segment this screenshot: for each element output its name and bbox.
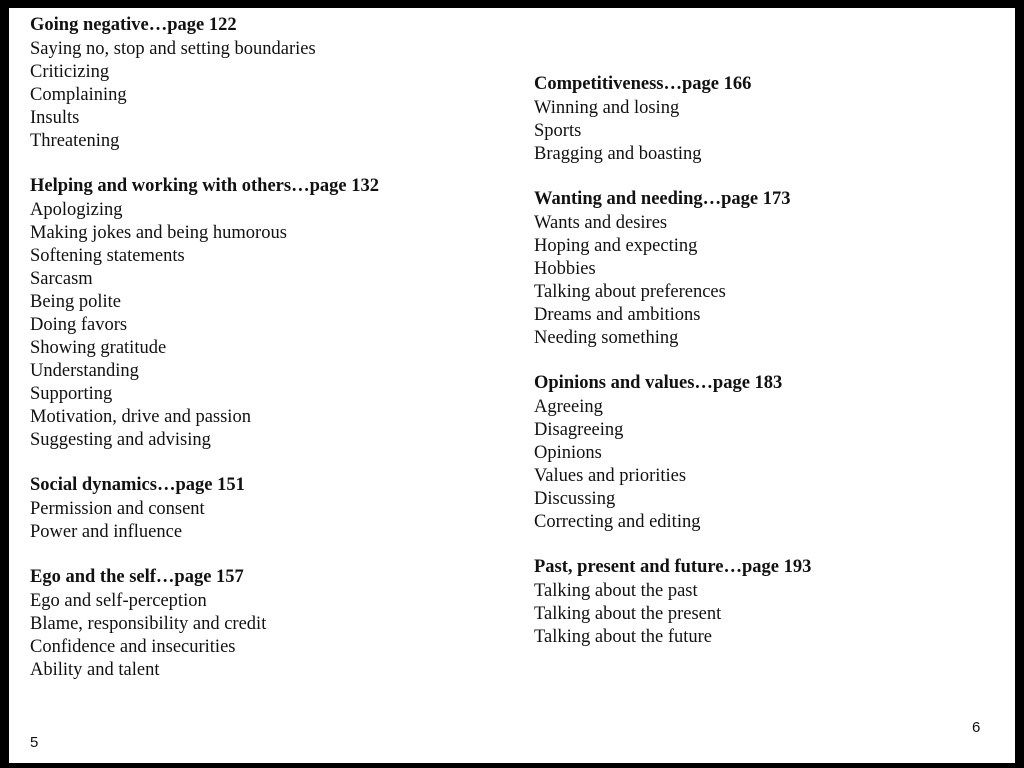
toc-item: Complaining (30, 85, 127, 105)
toc-item: Bragging and boasting (534, 144, 702, 164)
toc-section (534, 188, 1004, 350)
toc-item: Understanding (30, 361, 139, 381)
toc-item: Sports (534, 121, 582, 141)
toc-item: Insults (30, 108, 80, 128)
toc-item: Sarcasm (30, 269, 93, 289)
section-heading: Past, present and future…page 193 (534, 557, 812, 577)
section-heading: Helping and working with others…page 132 (30, 176, 379, 196)
toc-item: Discussing (534, 489, 616, 509)
toc-item: Making jokes and being humorous (30, 223, 287, 243)
toc-item: Confidence and insecurities (30, 637, 236, 657)
toc-item: Saying no, stop and setting boundaries (30, 39, 316, 59)
section-heading: Going negative…page 122 (30, 15, 237, 35)
toc-item: Ability and talent (30, 660, 160, 680)
section-heading: Wanting and needing…page 173 (534, 189, 791, 209)
toc-item: Disagreeing (534, 420, 624, 440)
toc-item: Talking about the future (534, 627, 712, 647)
left-column (30, 14, 500, 704)
toc-item: Blame, responsibility and credit (30, 614, 267, 634)
toc-item: Motivation, drive and passion (30, 407, 251, 427)
section-heading: Competitiveness…page 166 (534, 74, 752, 94)
section-heading: Opinions and values…page 183 (534, 373, 783, 393)
toc-section (534, 73, 1004, 166)
toc-item: Ego and self-perception (30, 591, 207, 611)
page-number-left: 5 (30, 734, 39, 751)
toc-item: Permission and consent (30, 499, 205, 519)
toc-item: Suggesting and advising (30, 430, 211, 450)
toc-item: Talking about preferences (534, 282, 726, 302)
toc-item: Being polite (30, 292, 121, 312)
toc-item: Winning and losing (534, 98, 680, 118)
toc-item: Wants and desires (534, 213, 668, 233)
toc-section (30, 474, 500, 544)
toc-item: Showing gratitude (30, 338, 167, 358)
page-number-right: 6 (972, 719, 981, 736)
toc-item: Hoping and expecting (534, 236, 698, 256)
book-spread (9, 8, 1015, 763)
right-column (534, 73, 1004, 671)
section-heading: Ego and the self…page 157 (30, 567, 244, 587)
toc-item: Correcting and editing (534, 512, 701, 532)
toc-item: Dreams and ambitions (534, 305, 701, 325)
toc-section (30, 14, 500, 153)
toc-section (30, 175, 500, 452)
toc-item: Hobbies (534, 259, 596, 279)
toc-item: Opinions (534, 443, 602, 463)
toc-item: Apologizing (30, 200, 123, 220)
toc-item: Talking about the present (534, 604, 722, 624)
toc-section (534, 556, 1004, 649)
toc-section (30, 566, 500, 682)
toc-item: Agreeing (534, 397, 603, 417)
toc-item: Doing favors (30, 315, 128, 335)
toc-section (534, 372, 1004, 534)
toc-item: Threatening (30, 131, 120, 151)
toc-item: Values and priorities (534, 466, 687, 486)
toc-item: Supporting (30, 384, 113, 404)
toc-item: Criticizing (30, 62, 110, 82)
toc-item: Softening statements (30, 246, 185, 266)
toc-item: Needing something (534, 328, 679, 348)
section-heading: Social dynamics…page 151 (30, 475, 245, 495)
toc-item: Talking about the past (534, 581, 698, 601)
toc-item: Power and influence (30, 522, 183, 542)
